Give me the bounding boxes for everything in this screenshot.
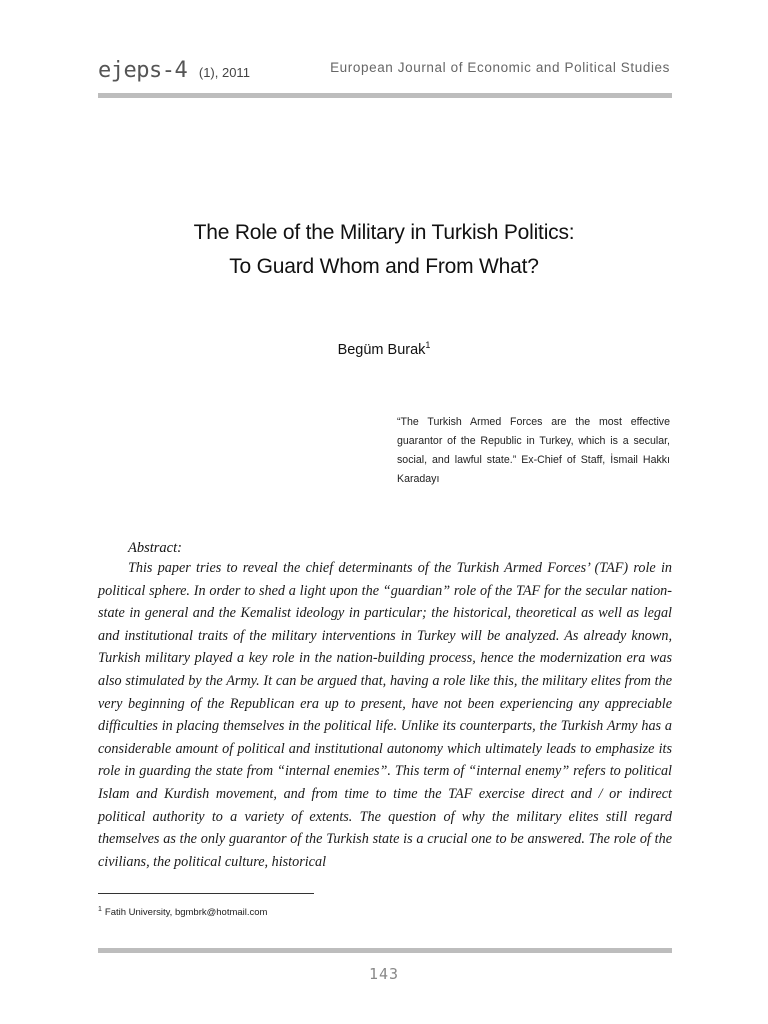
title-line-2: To Guard Whom and From What? — [229, 255, 539, 278]
author — [98, 340, 670, 358]
paper-title — [98, 216, 670, 284]
journal-logo: ejeps-4 — [98, 58, 188, 83]
page-number: 143 — [368, 965, 400, 983]
footnote-text: Fatih University, bgmbrk@hotmail.com — [104, 907, 268, 919]
journal-name: European Journal of Economic and Political Studies — [330, 60, 670, 75]
footer-divider — [98, 948, 672, 953]
author-name: Begüm Burak — [337, 341, 426, 358]
epigraph-quote: “The Turkish Armed Forces are the most effective guarantor of the Republic in Turkey, which is a secular, social, and lawful state.” Ex-Chief of Staff, İsmail Hakkı Karadayı — [397, 416, 670, 485]
header-divider — [98, 93, 672, 98]
footnote-mark: 1 — [98, 906, 102, 913]
abstract-body: This paper tries to reveal the chief determinants of the Turkish Armed Forces’ (TAF) role in political sphere. In order to shed a light upon the “guardian” role of the TAF for the secular nation-state in general and the Kemalist ideology in particular; the historical, theoretical as well as legal and institutional traits of the military interventions in Turkey will be analyzed. As already known, Turkish military played a key role in the nation-building process, hence the modernization era was also stimulated by the Army. It can be argued that, having a role like this, the military elites from the very beginning of the Republican era up to present, have not been experiencing any appreciable difficulties in placing themselves in the political life. Unlike its counterparts, the Turkish Army has a considerable amount of political and institutional autonomy which ultimately leads to emphasize its role in guarding the state from “internal enemies”. This term of “internal enemy” refers to political Islam and Kurdish movement, and from time to time the TAF exercise direct and / or indirect political authority to a variety of extents. The question of why the military elites still regard themselves as the only guarantor of the Turkish state is a crucial one to be answered. The role of the civilians, the political culture, historical — [98, 560, 672, 870]
abstract-heading: Abstract: — [128, 540, 182, 556]
footnote-divider — [98, 893, 314, 894]
running-header — [98, 56, 670, 86]
footnote — [98, 906, 267, 918]
author-footnote-mark: 1 — [425, 340, 431, 350]
title-line-1: The Role of the Military in Turkish Politics: — [193, 221, 575, 244]
journal-brand — [98, 58, 250, 83]
issue-number: (1), 2011 — [198, 65, 250, 80]
